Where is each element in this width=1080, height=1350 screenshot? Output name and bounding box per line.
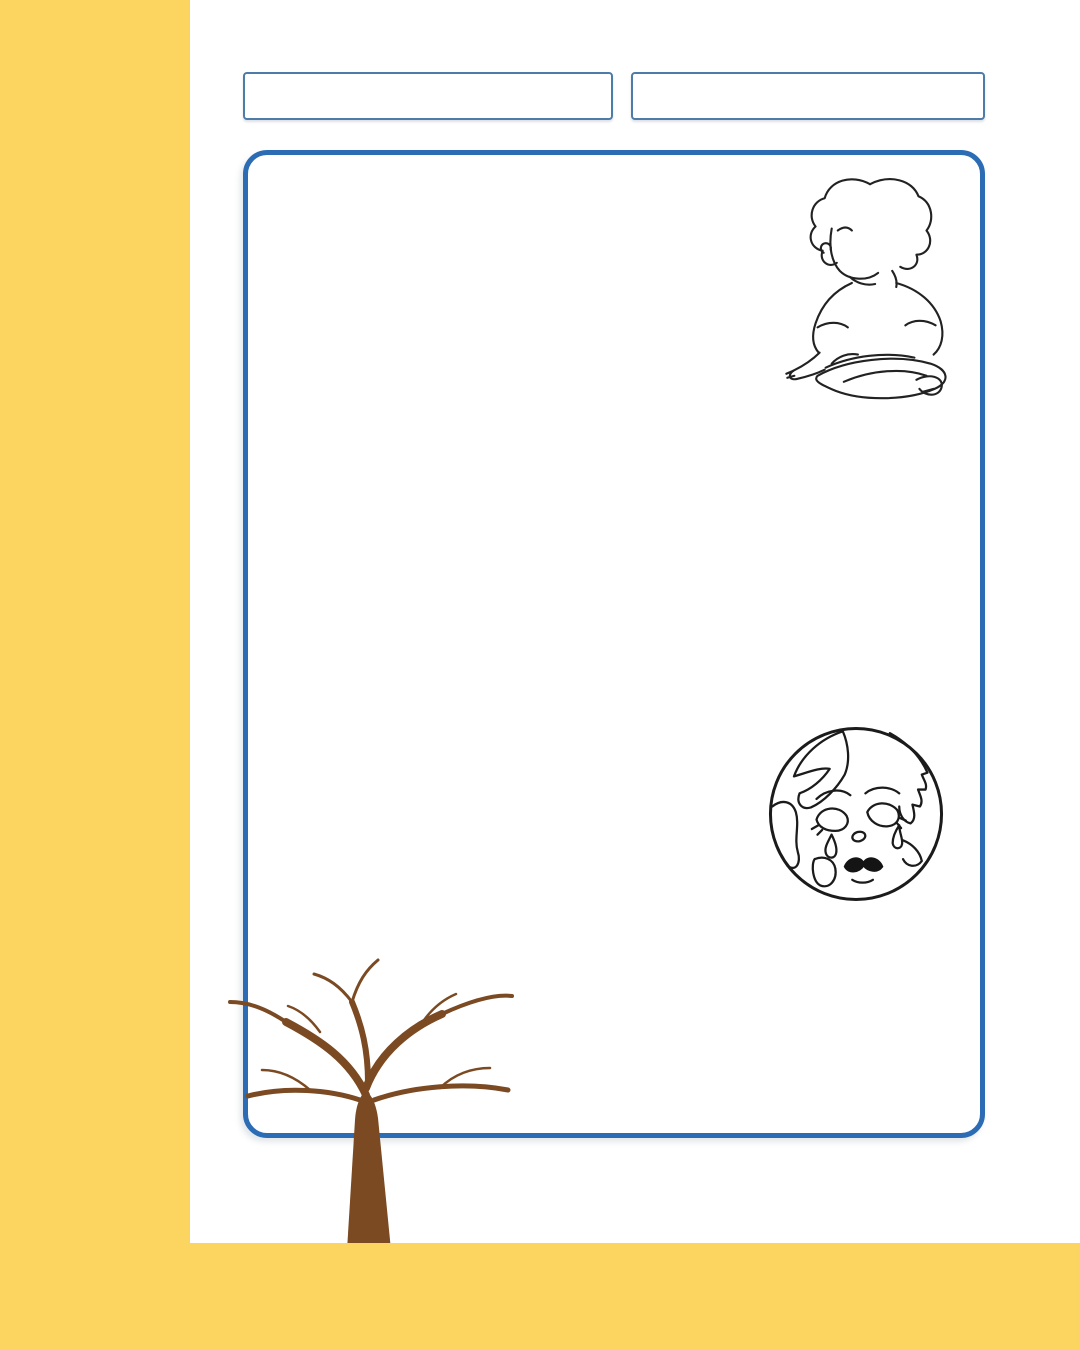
- left-yellow-stripe: [0, 0, 190, 1350]
- bottom-yellow-strip: [0, 1243, 1080, 1350]
- crying-earth-illustration: [762, 720, 950, 908]
- autumn-tree-illustration: [190, 890, 552, 1248]
- date-field[interactable]: [631, 72, 985, 120]
- sitting-child-illustration: [778, 168, 954, 402]
- name-field[interactable]: [243, 72, 613, 120]
